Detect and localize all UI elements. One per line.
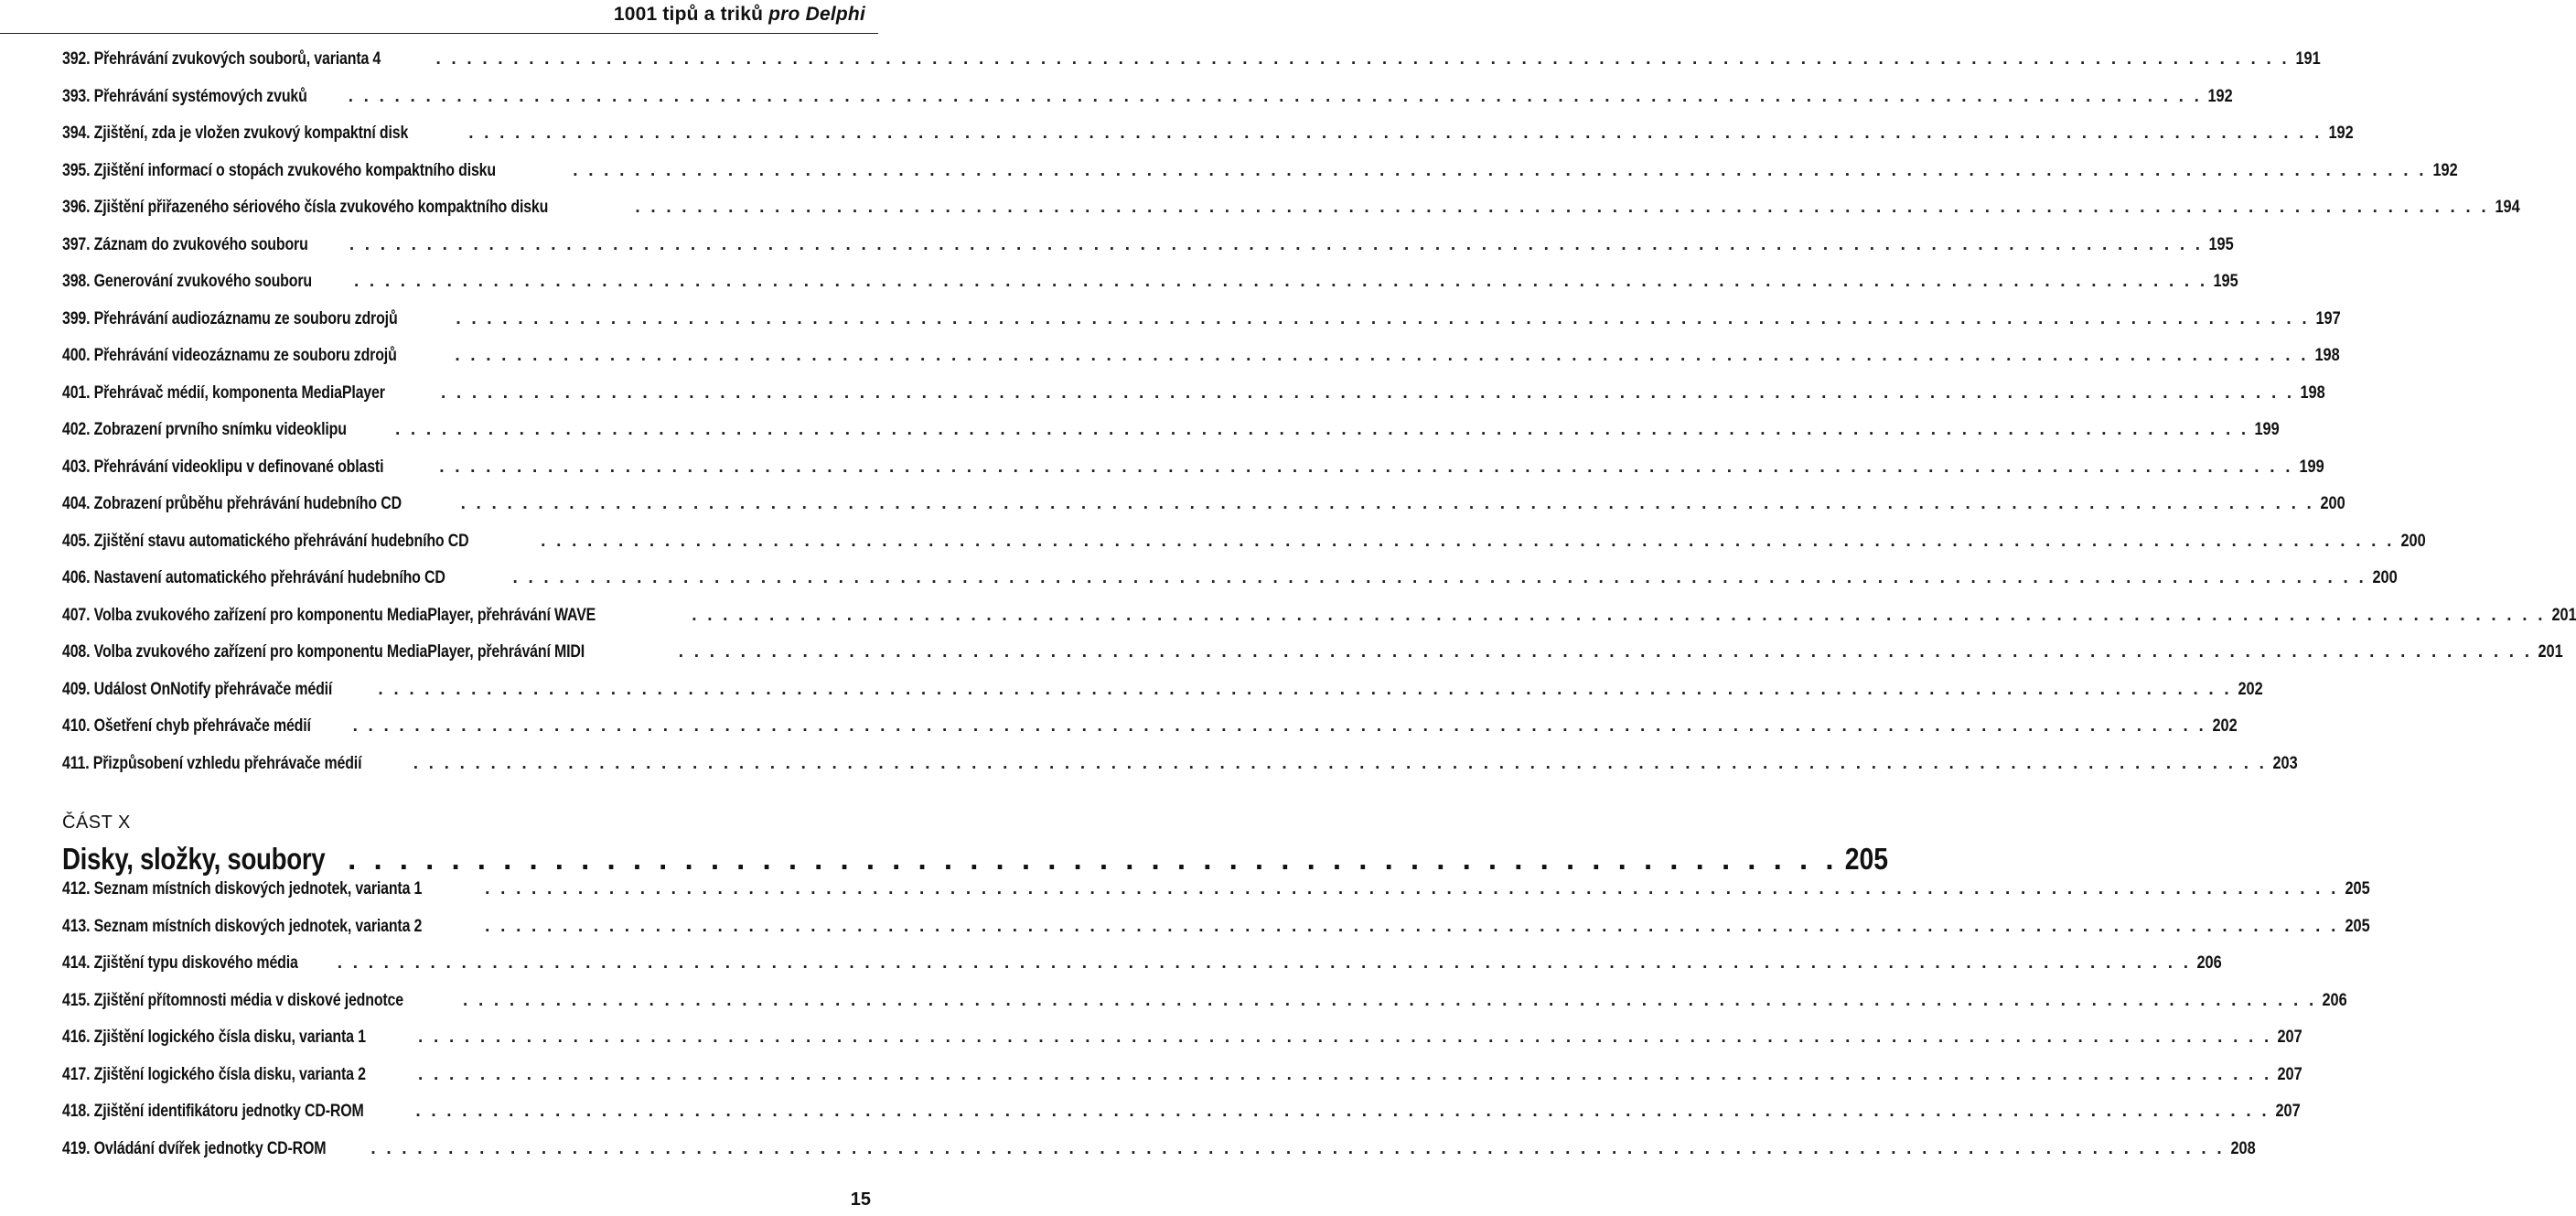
toc-entry-page: 194 bbox=[2495, 198, 2520, 217]
toc-entry-leader: . . . . . . . . . . . . . . . . . . . . . . . . . . . . . . . . . . . . . . . . . . . . . . . . . . . . . . . . . . . . . . . . . . . . . . . . . . . . . . . . . . . . . . . . . . . . . . . . . . . . . . . . . . . . . . . . . . . . . . . . bbox=[678, 642, 2533, 662]
toc-entry-page: 195 bbox=[2208, 234, 2234, 254]
toc-entry bbox=[62, 568, 2398, 606]
toc-entry bbox=[62, 124, 2354, 161]
toc-entry bbox=[62, 531, 2426, 569]
toc-entry bbox=[62, 679, 2263, 717]
toc-entry-page: 207 bbox=[2277, 1028, 2303, 1047]
toc-entry-page: 201 bbox=[2538, 642, 2563, 662]
toc-entry-title: 415. Zjištění přítomnosti média v diskové jednotce bbox=[62, 990, 403, 1010]
toc-entry-title: 406. Nastavení automatického přehrávání hudebního CD bbox=[62, 568, 445, 587]
toc-entry-leader: . . . . . . . . . . . . . . . . . . . . . . . . . . . . . . . . . . . . . . . . . . . . . . . . . . . . . . . . . . . . . . . . . . . . . . . . . . . . . . . . . . . . . . . . . . . . . . . . . . . . . . . . . . . . . . . . . . . . . . . . bbox=[468, 124, 2323, 143]
toc-entry-leader: . . . . . . . . . . . . . . . . . . . . . . . . . . . . . . . . . . . . . . . . . . . . . . . . . . . . . . . . . . . . . . . . . . . . . . . . . . . . . . . . . . . . . . . . . . . . . . . . . . . . . . . . . . . . . . . . . . . . . . . . bbox=[440, 382, 2295, 403]
toc-list-bottom bbox=[62, 879, 2370, 1176]
toc-entry-title: 392. Přehrávání zvukových souborů, varianta 4 bbox=[62, 49, 381, 69]
toc-entry-page: 207 bbox=[2277, 1064, 2303, 1084]
toc-entry-title: 411. Přizpůsobení vzhledu přehrávače médií bbox=[62, 753, 362, 773]
toc-entry-leader: . . . . . . . . . . . . . . . . . . . . . . . . . . . . . . . . . . . . . . . . . . . . . . . . . . . . . . . . . . . . . . . . . . . . . . . . . . . . . . . . . . . . . . . . . . . . . . . . . . . . . . . . . . . . . . . . . . . . . . . . bbox=[692, 605, 2546, 625]
toc-entry bbox=[62, 272, 2239, 309]
section-heading bbox=[62, 842, 1889, 877]
toc-entry-title: 416. Zjištění logického čísla disku, varianta 1 bbox=[62, 1028, 366, 1047]
toc-entry-title: 409. Událost OnNotify přehrávače médií bbox=[62, 679, 333, 699]
toc-entry-page: 201 bbox=[2551, 605, 2576, 625]
toc-entry-title: 418. Zjištění identifikátoru jednotky CD-ROM bbox=[62, 1102, 364, 1121]
toc-entry-title: 397. Záznam do zvukového souboru bbox=[62, 234, 308, 254]
toc-entry-page: 191 bbox=[2295, 49, 2321, 69]
toc-entry bbox=[62, 234, 2234, 273]
toc-entry-page: 202 bbox=[2212, 716, 2238, 736]
toc-entry bbox=[62, 457, 2324, 495]
toc-entry bbox=[62, 642, 2563, 680]
toc-entry-title: 398. Generování zvukového souboru bbox=[62, 272, 312, 291]
toc-entry-page: 203 bbox=[2272, 753, 2298, 773]
toc-entry-page: 192 bbox=[2328, 124, 2354, 143]
toc-entry-title: 417. Zjištění logického čísla disku, varianta 2 bbox=[62, 1064, 366, 1084]
toc-entry-leader: . . . . . . . . . . . . . . . . . . . . . . . . . . . . . . . . . . . . . . . . . . . . . . . . . . . . . . . . . . . . . . . . . . . . . . . . . . . . . . . . . . . . . . . . . . . . . . . . . . . . . . . . . . . . . . . . . . . . . . . . bbox=[485, 916, 2339, 936]
toc-entry-page: 197 bbox=[2315, 308, 2341, 328]
toc-entry bbox=[62, 1028, 2303, 1065]
toc-entry bbox=[62, 753, 2298, 791]
toc-entry bbox=[62, 605, 2576, 643]
toc-entry-title: 413. Seznam místních diskových jednotek, varianta 2 bbox=[62, 916, 423, 936]
book-title-plain: 1001 tipů a triků bbox=[613, 4, 764, 25]
book-title bbox=[614, 4, 865, 26]
toc-entry bbox=[62, 308, 2341, 347]
toc-entry-page: 192 bbox=[2432, 160, 2458, 180]
toc-entry bbox=[62, 160, 2458, 199]
toc-entry-leader: . . . . . . . . . . . . . . . . . . . . . . . . . . . . . . . . . . . . . . . . . . . . . . . . . . . . . . . . . . . . . . . . . . . . . . . . . . . . . . . . . . . . . . . . . . . . . . . . . . . . . . . . . . . . . . . . . . . . . . . . bbox=[460, 494, 2315, 513]
toc-entry-leader: . . . . . . . . . . . . . . . . . . . . . . . . . . . . . . . . . . . . . . . . . . . . . . . . . . . . . . . . . . . . . . . . . . . . . . . . . . . . . . . . . . . . . . . . . . . . . . . . . . . . . . . . . . . . . . . . . . . . . . . . bbox=[512, 568, 2367, 587]
toc-entry-title: 400. Přehrávání videozáznamu ze souboru zdrojů bbox=[62, 346, 397, 365]
toc-entry-page: 192 bbox=[2207, 86, 2233, 106]
section-title: Disky, složky, soubory bbox=[62, 842, 326, 876]
section-leader: . . . . . . . . . . . . . . . . . . . . . . . . . . . . . . . . . . . . . . . . . . . . . . . . . . . . . . . . . . bbox=[348, 842, 1839, 876]
toc-entry bbox=[62, 1064, 2303, 1103]
toc-entry bbox=[62, 953, 2222, 991]
toc-entry-title: 408. Volba zvukového zařízení pro komponentu MediaPlayer, přehrávání MIDI bbox=[62, 642, 585, 662]
page-header bbox=[0, 0, 878, 42]
toc-entry-title: 394. Zjištění, zda je vložen zvukový kompaktní disk bbox=[62, 124, 409, 143]
toc-entry bbox=[62, 494, 2345, 532]
toc-entry-title: 403. Přehrávání videoklipu v definované oblasti bbox=[62, 457, 384, 477]
toc-entry-leader: . . . . . . . . . . . . . . . . . . . . . . . . . . . . . . . . . . . . . . . . . . . . . . . . . . . . . . . . . . . . . . . . . . . . . . . . . . . . . . . . . . . . . . . . . . . . . . . . . . . . . . . . . . . . . . . . . . . . . . . . bbox=[485, 879, 2339, 899]
toc-entry-title: 407. Volba zvukového zařízení pro komponentu MediaPlayer, přehrávání WAVE bbox=[62, 605, 596, 625]
header-divider bbox=[0, 33, 878, 34]
toc-entry-title: 395. Zjištění informací o stopách zvukového kompaktního disku bbox=[62, 160, 496, 180]
toc-entry bbox=[62, 916, 2370, 954]
toc-entry-title: 419. Ovládání dvířek jednotky CD-ROM bbox=[62, 1138, 327, 1158]
toc-entry-title: 393. Přehrávání systémových zvuků bbox=[62, 86, 307, 106]
toc-entry-title: 402. Zobrazení prvního snímku videoklipu bbox=[62, 420, 347, 439]
toc-entry-leader: . . . . . . . . . . . . . . . . . . . . . . . . . . . . . . . . . . . . . . . . . . . . . . . . . . . . . . . . . . . . . . . . . . . . . . . . . . . . . . . . . . . . . . . . . . . . . . . . . . . . . . . . . . . . . . . . . . . . . . . . bbox=[378, 679, 2232, 699]
toc-entry-leader: . . . . . . . . . . . . . . . . . . . . . . . . . . . . . . . . . . . . . . . . . . . . . . . . . . . . . . . . . . . . . . . . . . . . . . . . . . . . . . . . . . . . . . . . . . . . . . . . . . . . . . . . . . . . . . . . . . . . . . . . bbox=[541, 531, 2395, 551]
toc-entry-leader: . . . . . . . . . . . . . . . . . . . . . . . . . . . . . . . . . . . . . . . . . . . . . . . . . . . . . . . . . . . . . . . . . . . . . . . . . . . . . . . . . . . . . . . . . . . . . . . . . . . . . . . . . . . . . . . . . . . . . . . . bbox=[635, 198, 2489, 217]
toc-entry-page: 206 bbox=[2196, 953, 2222, 973]
toc-entry bbox=[62, 49, 2321, 87]
page-number: 15 bbox=[850, 1189, 871, 1210]
toc-entry-title: 399. Přehrávání audiozáznamu ze souboru zdrojů bbox=[62, 308, 398, 328]
toc-entry-page: 206 bbox=[2322, 990, 2348, 1010]
toc-entry-page: 199 bbox=[2254, 420, 2281, 439]
part-label: ČÁST X bbox=[62, 812, 131, 833]
toc-entry-page: 200 bbox=[2320, 494, 2345, 513]
toc-entry-leader: . . . . . . . . . . . . . . . . . . . . . . . . . . . . . . . . . . . . . . . . . . . . . . . . . . . . . . . . . . . . . . . . . . . . . . . . . . . . . . . . . . . . . . . . . . . . . . . . . . . . . . . . . . . . . . . . . . . . . . . . bbox=[455, 346, 2309, 365]
toc-entry-leader: . . . . . . . . . . . . . . . . . . . . . . . . . . . . . . . . . . . . . . . . . . . . . . . . . . . . . . . . . . . . . . . . . . . . . . . . . . . . . . . . . . . . . . . . . . . . . . . . . . . . . . . . . . . . . . . . . . . . . . . . bbox=[439, 457, 2293, 477]
toc-entry-title: 414. Zjištění typu diskového média bbox=[62, 953, 298, 973]
toc-entry-leader: . . . . . . . . . . . . . . . . . . . . . . . . . . . . . . . . . . . . . . . . . . . . . . . . . . . . . . . . . . . . . . . . . . . . . . . . . . . . . . . . . . . . . . . . . . . . . . . . . . . . . . . . . . . . . . . . . . . . . . . . bbox=[463, 990, 2317, 1010]
toc-entry-leader: . . . . . . . . . . . . . . . . . . . . . . . . . . . . . . . . . . . . . . . . . . . . . . . . . . . . . . . . . . . . . . . . . . . . . . . . . . . . . . . . . . . . . . . . . . . . . . . . . . . . . . . . . . . . . . . . . . . . . . . . bbox=[370, 1138, 2225, 1158]
toc-entry bbox=[62, 990, 2348, 1028]
toc-entry-title: 410. Ošetření chyb přehrávače médií bbox=[62, 716, 311, 736]
toc-entry-page: 200 bbox=[2372, 568, 2398, 587]
toc-entry bbox=[62, 198, 2520, 235]
toc-entry bbox=[62, 1102, 2301, 1139]
toc-entry-leader: . . . . . . . . . . . . . . . . . . . . . . . . . . . . . . . . . . . . . . . . . . . . . . . . . . . . . . . . . . . . . . . . . . . . . . . . . . . . . . . . . . . . . . . . . . . . . . . . . . . . . . . . . . . . . . . . . . . . . . . . bbox=[353, 272, 2208, 291]
toc-entry bbox=[62, 879, 2370, 917]
toc-entry-page: 199 bbox=[2299, 457, 2324, 477]
toc-entry bbox=[62, 1138, 2256, 1177]
toc-entry-page: 208 bbox=[2230, 1138, 2256, 1158]
toc-entry-page: 195 bbox=[2213, 272, 2239, 291]
toc-entry bbox=[62, 86, 2233, 124]
toc-entry-leader: . . . . . . . . . . . . . . . . . . . . . . . . . . . . . . . . . . . . . . . . . . . . . . . . . . . . . . . . . . . . . . . . . . . . . . . . . . . . . . . . . . . . . . . . . . . . . . . . . . . . . . . . . . . . . . . . . . . . . . . . bbox=[413, 753, 2268, 773]
toc-entry-title: 401. Přehrávač médií, komponenta MediaPlayer bbox=[62, 382, 385, 403]
toc-entry-leader: . . . . . . . . . . . . . . . . . . . . . . . . . . . . . . . . . . . . . . . . . . . . . . . . . . . . . . . . . . . . . . . . . . . . . . . . . . . . . . . . . . . . . . . . . . . . . . . . . . . . . . . . . . . . . . . . . . . . . . . . bbox=[435, 49, 2290, 69]
toc-entry-leader: . . . . . . . . . . . . . . . . . . . . . . . . . . . . . . . . . . . . . . . . . . . . . . . . . . . . . . . . . . . . . . . . . . . . . . . . . . . . . . . . . . . . . . . . . . . . . . . . . . . . . . . . . . . . . . . . . . . . . . . . bbox=[418, 1064, 2272, 1084]
toc-entry-page: 198 bbox=[2300, 382, 2326, 403]
toc-entry bbox=[62, 420, 2281, 457]
toc-entry-page: 207 bbox=[2275, 1102, 2301, 1121]
toc-entry-leader: . . . . . . . . . . . . . . . . . . . . . . . . . . . . . . . . . . . . . . . . . . . . . . . . . . . . . . . . . . . . . . . . . . . . . . . . . . . . . . . . . . . . . . . . . . . . . . . . . . . . . . . . . . . . . . . . . . . . . . . . bbox=[348, 86, 2203, 106]
toc-entry-page: 200 bbox=[2400, 531, 2426, 551]
toc-entry-page: 202 bbox=[2238, 679, 2263, 699]
toc-entry-leader: . . . . . . . . . . . . . . . . . . . . . . . . . . . . . . . . . . . . . . . . . . . . . . . . . . . . . . . . . . . . . . . . . . . . . . . . . . . . . . . . . . . . . . . . . . . . . . . . . . . . . . . . . . . . . . . . . . . . . . . . bbox=[456, 308, 2310, 328]
toc-list-top bbox=[62, 49, 2576, 791]
toc-entry-leader: . . . . . . . . . . . . . . . . . . . . . . . . . . . . . . . . . . . . . . . . . . . . . . . . . . . . . . . . . . . . . . . . . . . . . . . . . . . . . . . . . . . . . . . . . . . . . . . . . . . . . . . . . . . . . . . . . . . . . . . . bbox=[415, 1102, 2270, 1121]
toc-entry-title: 404. Zobrazení průběhu přehrávání hudebního CD bbox=[62, 494, 402, 513]
toc-entry bbox=[62, 346, 2340, 383]
toc-entry-leader: . . . . . . . . . . . . . . . . . . . . . . . . . . . . . . . . . . . . . . . . . . . . . . . . . . . . . . . . . . . . . . . . . . . . . . . . . . . . . . . . . . . . . . . . . . . . . . . . . . . . . . . . . . . . . . . . . . . . . . . . bbox=[337, 953, 2192, 973]
toc-entry-title: 405. Zjištění stavu automatického přehrávání hudebního CD bbox=[62, 531, 469, 551]
toc-entry bbox=[62, 716, 2238, 754]
toc-entry-leader: . . . . . . . . . . . . . . . . . . . . . . . . . . . . . . . . . . . . . . . . . . . . . . . . . . . . . . . . . . . . . . . . . . . . . . . . . . . . . . . . . . . . . . . . . . . . . . . . . . . . . . . . . . . . . . . . . . . . . . . . bbox=[349, 234, 2204, 254]
toc-entry-page: 198 bbox=[2314, 346, 2340, 365]
toc-entry-leader: . . . . . . . . . . . . . . . . . . . . . . . . . . . . . . . . . . . . . . . . . . . . . . . . . . . . . . . . . . . . . . . . . . . . . . . . . . . . . . . . . . . . . . . . . . . . . . . . . . . . . . . . . . . . . . . . . . . . . . . . bbox=[352, 716, 2206, 736]
toc-entry-title: 412. Seznam místních diskových jednotek, varianta 1 bbox=[62, 879, 423, 899]
toc-entry-title: 396. Zjištění přiřazeného sériového čísla zvukového kompaktního disku bbox=[62, 198, 549, 217]
toc-entry bbox=[62, 382, 2326, 421]
toc-entry-page: 205 bbox=[2345, 879, 2370, 899]
toc-entry-leader: . . . . . . . . . . . . . . . . . . . . . . . . . . . . . . . . . . . . . . . . . . . . . . . . . . . . . . . . . . . . . . . . . . . . . . . . . . . . . . . . . . . . . . . . . . . . . . . . . . . . . . . . . . . . . . . . . . . . . . . . bbox=[573, 160, 2427, 180]
toc-entry-page: 205 bbox=[2345, 916, 2370, 936]
toc-entry-leader: . . . . . . . . . . . . . . . . . . . . . . . . . . . . . . . . . . . . . . . . . . . . . . . . . . . . . . . . . . . . . . . . . . . . . . . . . . . . . . . . . . . . . . . . . . . . . . . . . . . . . . . . . . . . . . . . . . . . . . . . bbox=[418, 1028, 2272, 1047]
toc-entry-leader: . . . . . . . . . . . . . . . . . . . . . . . . . . . . . . . . . . . . . . . . . . . . . . . . . . . . . . . . . . . . . . . . . . . . . . . . . . . . . . . . . . . . . . . . . . . . . . . . . . . . . . . . . . . . . . . . . . . . . . . . bbox=[394, 420, 2249, 439]
book-title-italic: pro Delphi bbox=[768, 4, 865, 25]
section-page: 205 bbox=[1845, 842, 1889, 876]
